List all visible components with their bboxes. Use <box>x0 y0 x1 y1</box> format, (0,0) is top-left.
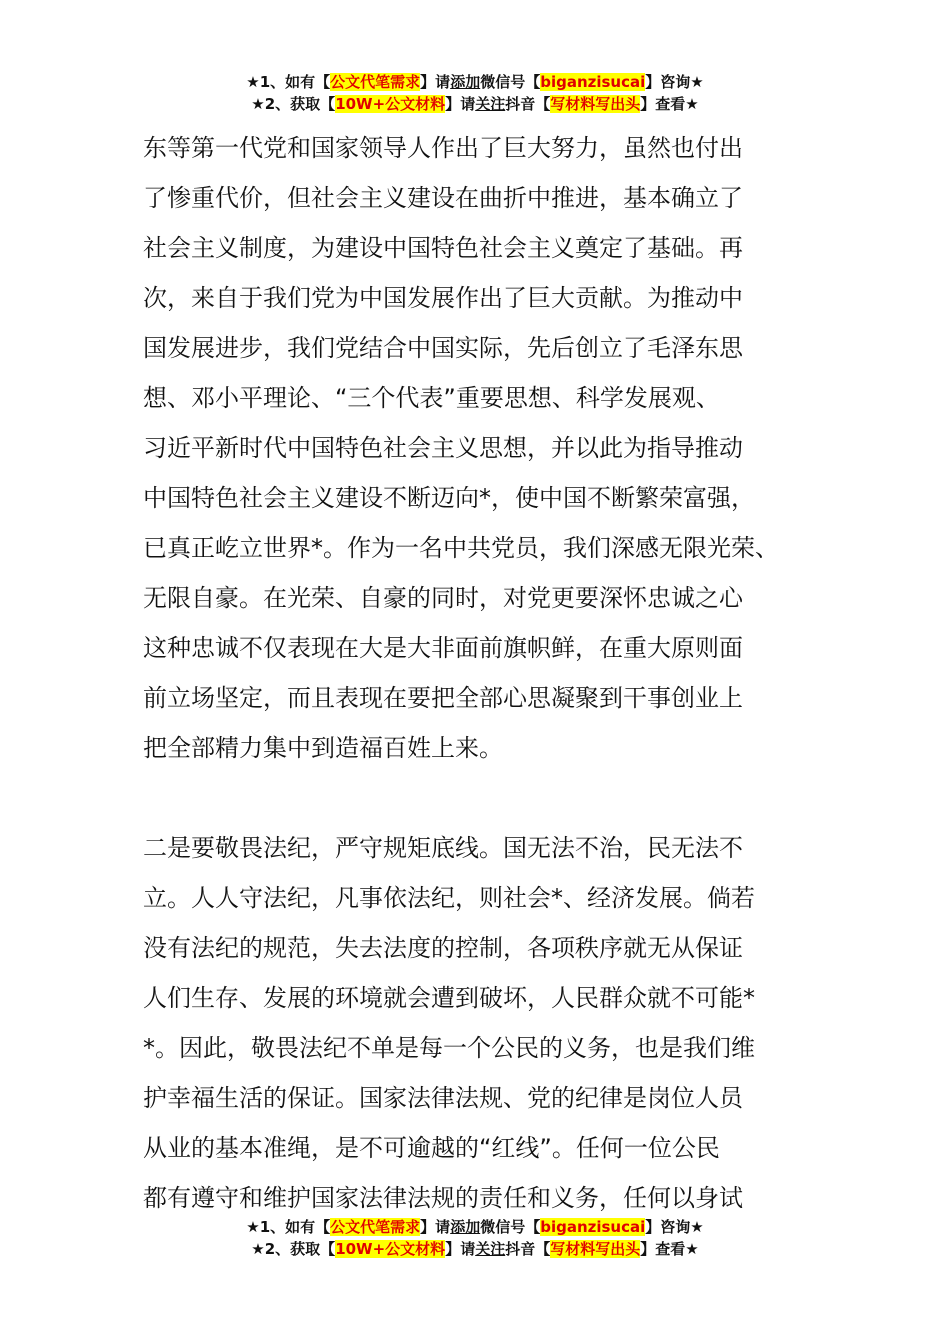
text-line: *。因此，敬畏法纪不单是每一个公民的义务，也是我们维 <box>143 1034 755 1062</box>
banner-text: 微信号【 <box>480 73 541 91</box>
banner-text: 】请 <box>445 1240 476 1258</box>
banner-text: 抖音【 <box>505 1240 551 1258</box>
text-line: 中国特色社会主义建设不断迈向*，使中国不断繁荣富强， <box>143 484 755 512</box>
banner-underlined-text: 添加 <box>450 73 481 91</box>
banner-highlight: 10W+公文材料 <box>335 1240 446 1258</box>
text-line: 二是要敬畏法纪，严守规矩底线。国无法不治，民无法不 <box>143 834 743 862</box>
banner-highlight: biganzisucai <box>540 1218 646 1236</box>
banner-text: 】请 <box>445 95 476 113</box>
banner-text: 】查看★ <box>640 95 699 113</box>
header-banner <box>0 71 950 115</box>
banner-text: 抖音【 <box>505 95 551 113</box>
banner-highlight: 写材料写出头 <box>550 1240 641 1258</box>
banner-highlight: 写材料写出头 <box>550 95 641 113</box>
banner-text: 】查看★ <box>640 1240 699 1258</box>
text-line: 东等第一代党和国家领导人作出了巨大努力，虽然也付出 <box>143 134 743 162</box>
banner-highlight: 公文代笔需求 <box>330 1218 421 1236</box>
banner-text: 】咨询★ <box>645 73 704 91</box>
text-line: 已真正屹立世界*。作为一名中共党员，我们深感无限光荣、 <box>143 534 779 562</box>
text-line: 习近平新时代中国特色社会主义思想，并以此为指导推动 <box>143 434 743 462</box>
banner-text: 微信号【 <box>480 1218 541 1236</box>
text-line: 从业的基本准绳，是不可逾越的“红线”。任何一位公民 <box>143 1134 720 1162</box>
text-line: 无限自豪。在光荣、自豪的同时，对党更要深怀忠诚之心 <box>143 584 743 612</box>
banner-text: ★1、如有【 <box>246 1218 331 1236</box>
banner-underlined-text: 添加 <box>450 1218 481 1236</box>
text-line: 了惨重代价，但社会主义建设在曲折中推进，基本确立了 <box>143 184 743 212</box>
banner-underlined-text: 关注 <box>475 1240 506 1258</box>
banner-underlined-text: 关注 <box>475 95 506 113</box>
text-line: 都有遵守和维护国家法律法规的责任和义务，任何以身试 <box>143 1184 743 1212</box>
banner-highlight: 10W+公文材料 <box>335 95 446 113</box>
document-body <box>143 123 813 1223</box>
text-line: 社会主义制度，为建设中国特色社会主义奠定了基础。再 <box>143 234 743 262</box>
footer-banner <box>0 1216 950 1260</box>
text-line: 把全部精力集中到造福百姓上来。 <box>143 734 503 762</box>
banner-text: ★2、获取【 <box>251 1240 336 1258</box>
text-line: 立。人人守法纪，凡事依法纪，则社会*、经济发展。倘若 <box>143 884 755 912</box>
banner-text: 】咨询★ <box>645 1218 704 1236</box>
text-line: 次，来自于我们党为中国发展作出了巨大贡献。为推动中 <box>143 284 743 312</box>
text-line: 人们生存、发展的环境就会遭到破坏，人民群众就不可能* <box>143 984 755 1012</box>
banner-line-2 <box>0 93 950 115</box>
text-line: 前立场坚定，而且表现在要把全部心思凝聚到干事创业上 <box>143 684 743 712</box>
banner-line-1 <box>0 71 950 93</box>
paragraph-gap <box>143 773 813 823</box>
banner-text: 】请 <box>420 1218 451 1236</box>
text-line: 国发展进步，我们党结合中国实际，先后创立了毛泽东思 <box>143 334 743 362</box>
text-line: 想、邓小平理论、“三个代表”重要思想、科学发展观、 <box>143 384 720 412</box>
banner-text: 】请 <box>420 73 451 91</box>
banner-line-2 <box>0 1238 950 1260</box>
banner-highlight: 公文代笔需求 <box>330 73 421 91</box>
banner-highlight: biganzisucai <box>540 73 646 91</box>
text-line: 护幸福生活的保证。国家法律法规、党的纪律是岗位人员 <box>143 1084 743 1112</box>
banner-text: ★2、获取【 <box>251 95 336 113</box>
banner-line-1 <box>0 1216 950 1238</box>
banner-text: ★1、如有【 <box>246 73 331 91</box>
text-line: 没有法纪的规范，失去法度的控制，各项秩序就无从保证 <box>143 934 743 962</box>
text-line: 这种忠诚不仅表现在大是大非面前旗帜鲜，在重大原则面 <box>143 634 743 662</box>
